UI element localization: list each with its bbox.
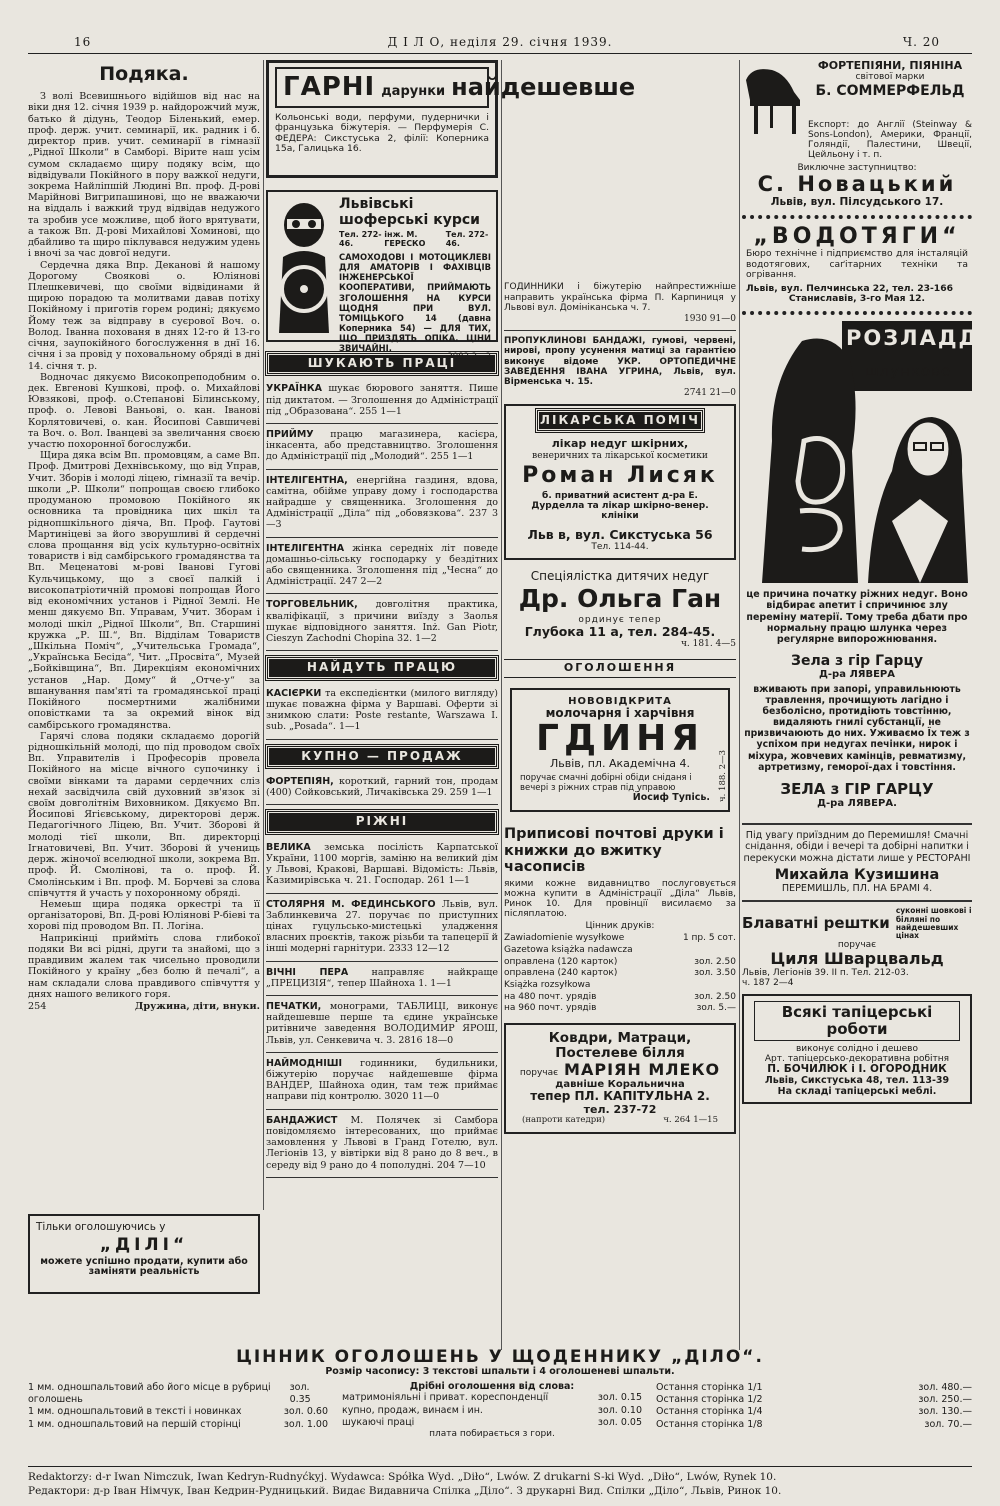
price-value: зол. 480.—: [918, 1381, 972, 1393]
pricing-note: плата побирається з гори.: [429, 1429, 555, 1440]
garni-word: дарунки: [381, 84, 446, 99]
herbs-title: Зела з гір Гарцу: [791, 652, 923, 669]
classified-body: енергійна газдиня, вдова, самітна, обійме управу дому і господарства найрадше у священника. Зголошення до Адміністрації „Діла“ під „обовязкова“. 237 3—3: [266, 474, 498, 531]
classified-divider: [266, 961, 498, 962]
ad-code: 1930 91—0: [684, 313, 736, 324]
price-row: [656, 1394, 972, 1406]
phone-number: Тел. 272-46.: [445, 230, 489, 249]
section-heading-jobs-offered: НАЙДУТЬ ПРАЦЮ: [266, 656, 498, 679]
price-row: [342, 1392, 642, 1404]
piano-line: ФОРТЕПІЯНИ, ПІЯНІНА: [817, 59, 963, 72]
postal-forms-text: якими кожне видавництво послуговується можна купити в Адміністрації „Діла“ Львів, Ринок 10. Для провінції висилаємо за післяплатою.: [504, 878, 736, 920]
upholstery-ad: [742, 994, 972, 1104]
bedding-line: давніше Коральнична: [555, 1079, 685, 1091]
postal-forms-title: Приписові почтові друки і книжки до вжитку часописів: [504, 825, 724, 876]
classified-heading: ВІЧНІ ПЕРА: [266, 966, 349, 978]
plumbing-ad: [742, 215, 972, 315]
dilo-promo-box: [28, 1214, 260, 1294]
classified-body: працю магазинера, касієра, інкасента, або представництво. Зголошення до Адміністрації під „Молодий“. 255 1—1: [266, 429, 498, 463]
watches-ad: [504, 282, 736, 324]
classified-text: [266, 1001, 498, 1046]
classified-ad: [266, 543, 498, 588]
issue-number: Ч. 20: [902, 35, 940, 49]
classified-divider: [266, 469, 498, 470]
herbs-doctor: Д-ра ЛЯВЕРА.: [817, 797, 897, 809]
notices-column: [504, 60, 736, 1410]
imprint-line: Редактори: д-р Іван Німчук, Іван Кедрин-Рудницький. Видає Видавнича Спілка „Діло“. З друкарні Вид. Спілки „Діло“, Львів, Ринок 10.: [28, 1485, 782, 1498]
column-rule: [501, 60, 502, 1350]
price-item: на 960 почт. урядів: [504, 1003, 597, 1014]
stomach-text: це причина початку ріжних недуг. Воно відбирає апетит і спричинює злу переміну матерії. Тому треба дбати про нормальну працю шлунка через регулярне випорожнювання.: [746, 588, 968, 646]
price-item: оправлена (120 карток): [504, 956, 618, 967]
pediatrician-specialty: Спеціялістка дитячих недуг: [530, 568, 710, 583]
gdynia-line: НОВОВІДКРИТА: [568, 695, 672, 707]
obituary-paragraph: Немеьш щира подяка оркестрі та її організаторові, Вп. Д-рові Юліянові Р-біеві та хорові під проводом Вп. П. Логіна.: [28, 899, 260, 933]
upholstery-line: На складі тапіцерські меблі.: [777, 1085, 937, 1097]
price-row: [28, 1419, 328, 1431]
stomach-illustration: [742, 321, 998, 583]
upholstery-owners: П. БОЧИЛЮК і І. ОГОРОДНИК: [767, 1063, 947, 1076]
column-rule: [263, 60, 264, 1210]
obituary-signature-row: [28, 1002, 260, 1013]
price-item: Gazetowa książka nadawcza: [504, 945, 633, 956]
obituary-paragraph: Наприкінці прийміть слова глибокої подяки Ви всі рідні, други та знайомі, що з правдивим жалем так чисельно проводили Покійного у країну „без болю й печалі“, а нам складали слова правдивого співчуття у днях нашого великого горя.: [28, 932, 260, 1000]
obituary-signature: Дружина, діти, внуки.: [134, 1000, 260, 1012]
announcements-heading: ОГОЛОШЕННЯ: [504, 659, 736, 677]
bandage-text: ПРОПУКЛИНОВІ БАНДАЖІ, гумові, червені, нирові, пропу усунення матиці за гарантією виконує відоме УКР. ОРТОПЕДИЧНЕ ЗАВЕДЕННЯ ІВАНА УГРИНА, Львів, вул. Вірменська ч. 15.: [504, 335, 736, 388]
classified-ad: [266, 842, 498, 887]
ad-code: ч. 188. 2—3: [718, 749, 729, 802]
classified-text: [266, 842, 498, 887]
bedding-owner: МАРІЯН МЛЕКО: [564, 1060, 721, 1080]
price-item: 1 мм. одношпальтовий в тексті і новинках: [28, 1406, 242, 1418]
driving-school-title: Львівські шоферські курси: [339, 196, 480, 228]
price-value: зол. 1.00: [283, 1418, 328, 1430]
classified-divider: [266, 1177, 498, 1178]
fabric-sub: суконні шовкові і білляні по найдешевших цінах: [895, 906, 972, 941]
classified-body: годинники, будильники, біжутерію поручає найдешевше фірма ВАНДЕР, Шайноха один, там теж приймає направи під контролю. 3020 11—0: [266, 1057, 498, 1103]
piano-export-text: Експорт: до Англії (Steinway & Sons-London), Америки, Франції, Голяндії, Палестини, Швеції, Цейльону і т. п.: [808, 120, 972, 161]
page-header: [40, 36, 960, 52]
price-value: зол. 0.15: [597, 1392, 642, 1404]
classified-ad: [266, 899, 498, 955]
classified-text: [266, 599, 498, 644]
obituary-column: [28, 60, 260, 1210]
classified-heading: ВЕЛИКА: [266, 841, 311, 853]
classified-text: [266, 899, 498, 955]
classified-ad: [266, 688, 498, 733]
obituary-paragraph: Сердечна дяка Впр. Деканові й нашому Дорогому Своякові о. Юліянові Плешкевичеві, що своїми відвідинами й щирою порадою та молитвами давав потіху Покійному і приготів горем родині; дякуємо Йому теж за відправу в суєрової Воч. о. Волод. Іванна похованя в днях 12-го й 13-го січня, заупокійного богослуження в днї 16. січня і за провід у поховальному обряді в дні 14. січня т. р.: [28, 259, 260, 372]
garni-headline: [275, 67, 636, 108]
price-row: [28, 1382, 328, 1407]
pediatrician-name: Др. Ольга Ган: [518, 584, 722, 614]
obituary-paragraph: Водночас дякуємо Високопреподобним о. дек. Евгенові Кушкові, проф. о. Михайлові Ювзякові, проф. о.Степанові Білинському, проф. о. Левові Ваньові, о. кан. Іванові Корлятовичеві, о. кан. Йосипові Савшичеві та Воч. о. Вол. Іванцеві за звеличання своєю участю похоронної богослужби.: [28, 371, 260, 451]
garni-word: ГАРНІ: [283, 72, 376, 102]
classified-text: [266, 1115, 498, 1171]
price-value: зол. 130.—: [918, 1406, 972, 1418]
classified-heading: СТОЛЯРНЯ М. ФЕДИНСЬКОГО: [266, 898, 436, 910]
piano-address: Львів, вул. Пілсудського 17.: [770, 195, 944, 208]
price-row: [656, 1406, 972, 1418]
piano-icon: [742, 60, 804, 138]
price-item: шукаючі праці: [342, 1416, 415, 1428]
price-row: [342, 1405, 642, 1417]
upholstery-address: Львів, Сикстуська 48, тел. 113-39: [764, 1074, 950, 1086]
classified-divider: [266, 593, 498, 594]
bandage-ad: [504, 336, 736, 398]
ad-code: ч. 187 2—4: [742, 978, 794, 989]
price-row: [504, 945, 736, 957]
classified-heading: ПРИЙМУ: [266, 429, 314, 441]
classified-ad: [266, 475, 498, 531]
masthead-date: Д І Л О, неділя 29. січня 1939.: [387, 35, 613, 49]
pricing-column-left: [28, 1382, 328, 1440]
price-item: оправлена (240 карток): [504, 968, 618, 979]
price-row: [504, 933, 736, 945]
price-item: купно, продаж, винаєм і ин.: [342, 1404, 483, 1416]
classified-text: [266, 1058, 498, 1103]
upholstery-line: Арт. тапіцерсько-декоративна робітня: [764, 1054, 950, 1065]
pricing-column-middle: [342, 1382, 642, 1440]
classified-body: монограми, ТАБЛИЦІ, виконує найдешевше перше та єдине українське ритівниче заведення ВОЛОДИМИР ЯРОШ, Львів, ул. Сенкевича ч. 3. 2816 18—0: [266, 1001, 498, 1046]
ad-code: 3082 2—2: [447, 352, 491, 363]
display-ads-column: [742, 59, 998, 1410]
doctor-address: Льв в, вул. Сикстуська 56: [527, 526, 713, 542]
classified-divider: [266, 1052, 498, 1053]
obituary-paragraph: З волі Всевишнього відійшов від нас на віки дня 12. січня 1939 р. найдорожчий муж, батько й дідунь, Теодор Біленький, емер. проф. держ. учит. семинарії, ик. радник і б. директор прив. учит. семинарії в гімназії „Рідної Школи“ в Самборі. Вірите наш усім сумом складаємо щиру подяку всім, що відвідували Покійного в пору важкої недуги, зокрема Найліпшій Людині Вп. проф. Д-рові Марійнові Вигрипашинові, що не вважаючи на віддаль і важкий труд відвідав недужого та зробив усе можливе, щоб його врятувати, а також Вп. Д-рові Михайлові Хоминові, що дбайливо та щиро піклувався недужим удень і вночі за час довгої недуги.: [28, 91, 260, 260]
ad-code: 2741 21—0: [684, 387, 736, 398]
price-value: зол. 2.50: [694, 991, 736, 1002]
fabric-line: поручає: [837, 940, 877, 951]
classified-heading: КАСІЄРКИ: [266, 687, 322, 699]
plumbing-address: Станиславів, 3-го Мая 12.: [788, 293, 926, 305]
garni-word: найдешевше: [451, 73, 636, 101]
classified-heading: ІНТЕЛІГЕНТНА: [266, 542, 345, 554]
bedding-line: поручає: [519, 1068, 559, 1079]
classified-divider: [266, 893, 498, 894]
classified-body: направляє найкраще „ПРЕЦИЗІЯ“, тепер Шайноха 1. 1—1: [266, 966, 498, 989]
price-value: зол. 5.—: [696, 1003, 736, 1014]
classified-body: М. Полячек зі Самбора повідомляємо інтересованих, що приймає замовлення у Львові в Гранд Готелю, вул. Легіонів 13, у вівтірки від 8 рано до 8 веч., в середу від 9 рано до 4 пополудні. 204 7—10: [266, 1114, 499, 1171]
header-rule: [28, 53, 972, 54]
plumbing-text: Бюро технічне і підприємство для інсталяцій водотягових, саґітарних техніки та огрівання.: [746, 248, 968, 280]
price-value: зол. 3.50: [694, 968, 736, 979]
price-item: на 480 почт. урядів: [504, 991, 597, 1002]
price-row: [28, 1406, 328, 1418]
classified-ad: [266, 1058, 498, 1103]
price-value: зол. 70.—: [924, 1418, 972, 1430]
classified-text: [266, 383, 498, 417]
classified-ad: [266, 429, 498, 463]
obituary-paragraph: Гарячі слова подяки складаємо дорогій рідношкільній молоді, що під проводом своїх Вп. Управителів і Професорів провела Покійного на місце вічного супочинку і своїми вінками та дарами сердечних сліз нехай засвідчила свій духовний зв'язок зі своїм довголітнім Виховником. Дякуємо Вп. Йосипові Ягієвському, директорові держ. Педагогічного Ліцею, Вп. Учит. Зборові й молоді тієї школи, Вп. директорці Ігнатовичеві, Вп. Учит. Зборові й учениць держ. жіночої вселюдної школи, зокрема Вп. проф. Й. Смолінові, та о. проф. Й. Смолінським і Вп. проф. М. Борчеві за слова співчуття й участь у похоронному обряді.: [28, 730, 260, 899]
price-item: Остання сторінка 1/2: [656, 1394, 763, 1405]
gdynia-text: поручає смачні добірні обіди сніданя і вечері з ріжних страв під управою: [520, 773, 692, 793]
price-row: [504, 992, 736, 1004]
classified-list-misc: [266, 842, 498, 1178]
restaurant-address: ПЕРЕМИШЛЬ, ПЛ. НА БРАМІ 4.: [781, 882, 933, 894]
price-item: Książka rozsyłkowa: [504, 980, 591, 991]
gdynia-cafe-ad: [510, 688, 730, 812]
classified-body: та експедієнтки (милого вигляду) шукає поважна фірма у Варшаві. Оферти зі знимкою слати: Poste restante, Warszawa I. sub. „Posada“. 1—1: [266, 687, 498, 733]
classified-ad: [266, 1115, 498, 1171]
classified-ad: [266, 967, 498, 989]
dermatologist-ad: [504, 404, 736, 560]
classified-heading: ПЕЧАТКИ,: [266, 1001, 322, 1013]
column-rule: [739, 60, 740, 1350]
doctor-specialty-detail: венеричних та лікарської косметики: [532, 450, 708, 461]
bedding-line: (напроти катедри): [522, 1115, 606, 1126]
classified-body: шукає бюрового заняття. Пише під диктатом. — Зголошення до Адміністрації під „Образована“. 255 1—1: [266, 383, 498, 417]
pediatrician-note: ординує тепер: [578, 615, 662, 626]
classified-heading: БАНДАЖИСТ: [266, 1114, 338, 1126]
classified-divider: [266, 537, 498, 538]
fabric-ad: [742, 907, 972, 988]
gdynia-address: Львів, пл. Академічна 4.: [549, 756, 691, 770]
classified-ad: [266, 1001, 498, 1046]
garni-text: Кольонські води, перфуми, пудернички і французька біжутерія. — Перфумерія С. ФЕДЕРА: Сикстуська 2, філії: Коперника 15а, Галицька 16.: [275, 112, 489, 154]
classified-body: жінка середніх літ поведе домашньо-сільську господарку у бездітних або священника. Зголошення під „Чесна“ до Адміністрації. 247 2—2: [266, 542, 498, 588]
pediatrician-address: Глубока 11 а, тел. 284-45.: [524, 624, 716, 640]
doctor-specialty: лікар недуг шкірних,: [551, 437, 689, 451]
price-item: Остання сторінка 1/8: [656, 1418, 763, 1430]
piano-brand: Б. СОММЕРФЕЛЬД: [815, 83, 965, 100]
postal-forms-ad: [504, 826, 736, 1015]
classified-ad: [266, 599, 498, 644]
bedding-ad: [504, 1023, 736, 1134]
driving-school-contacts: [339, 231, 491, 249]
price-value: зол. 0.35: [289, 1381, 311, 1405]
plumbing-address: Львів, вул. Пелчинська 22, тел. 23-166: [746, 283, 953, 295]
classified-divider: [266, 804, 498, 805]
classified-body: довголітня практика, кваліфікації, з причини виїзду з Заолья шукає відповідного заняття. Inż. Gan Piotr, Cieszyn Zachodni Chopina 32. 1—2: [266, 599, 498, 645]
price-item: Остання сторінка 1/4: [656, 1406, 763, 1418]
watches-text: ГОДИННИКИ і біжутерію найпрестижніше направить українська фірма П. Карпиниця у Львові вул. Домініканська ч. 7.: [504, 282, 736, 314]
classified-text: [266, 688, 498, 733]
fabric-owner: Циля Шварцвальд: [770, 949, 944, 969]
section-heading-buy-sell: КУПНО — ПРОДАЖ: [266, 745, 498, 768]
pricing-middle-title: Дрібні оголошення від слова:: [409, 1380, 575, 1392]
classified-text: [266, 475, 498, 531]
classified-text: [266, 429, 498, 463]
price-value: зол. 2.50: [694, 956, 736, 967]
classified-text: [266, 776, 498, 798]
ad-pricing-table: [28, 1347, 972, 1456]
imprint-line: Redaktorzy: d-r Iwan Nimczuk, Iwan Kedryn-Rudnyćkyj. Wydawca: Spółka Wyd. „Diło“, Lwów. Z drukarni S-ki Wyd. „Diło“, Lwów, Rynek 10.: [28, 1471, 777, 1483]
classified-divider: [266, 1109, 498, 1110]
bedding-title: Ковдри, Матраци, Постелеве білля: [548, 1030, 692, 1062]
price-row: [656, 1419, 972, 1431]
obituary-paragraph: Щира дяка всім Вп. промовцям, а саме Вп. Проф. Дмитрові Дехнівському, що від Управ, Учит. Зборів і молоді ліцею, гімназії та вечір. школи „Р. Школи“ попрощав своєю глибоко продуманою промовою Покійного як основника та провідника цих шкіл та ріднопшкільного діяча, Вп. Проф. Гаутові Мартиніцеві за його зворушливі й сердечні слова прощання від усіх культурно-освітніх товариств і від самбірського громадянства та Вп. Меценатові м-рові Іванові Гугові Кульчицькому, що з своєї палкій і високопатріотичній промові попрощав Його від економічних установ і Рідної Землі. Не менш дякуємо Вп. Управам, Учит. Зборам і молоді шкіл „Рідної Школи“, Вп. Старшині кружка „Р. Ш.“, Вп. Відділам Товариств „Шкільна Поміч“, „Учительська Громада“, „Українська Бесіда“, Чит. „Просвіта“, Музей „Бойківщина“, Вп. Дирекціям економічних установ „Нар. Дому“ й „Отче-у“ за вшанування пам'яті та громадянської праці Покійного посмертними жалібними оповістками та за окремий вінок від самбірського громадянства.: [28, 450, 260, 731]
classified-text: [266, 967, 498, 989]
classified-body: земська посілість Карпатської України, 1100 моргів, заміню на великий дім у Львові, Кракові, Варшаві. Відомість: Львів, Казимирівська ч. 21. Господар. 261 1—1: [266, 841, 498, 887]
ad-code: 254: [28, 1000, 47, 1012]
classified-list-seeking-work: [266, 383, 498, 651]
price-row: [504, 968, 736, 980]
classified-ad: [266, 776, 498, 798]
herbs-title: ЗЕЛА з ГІР ГАРЦУ: [780, 779, 934, 798]
price-value: зол. 250.—: [918, 1394, 972, 1405]
price-item: Остання сторінка 1/1: [656, 1381, 763, 1393]
classified-body: короткий, гарний тон, продам (400) Сойковський, Личаківська 29. 259 1—1: [266, 775, 498, 799]
price-row: [504, 1003, 736, 1015]
section-heading-misc: РІЖНІ: [266, 810, 498, 833]
classified-heading: УКРАЇНКА: [266, 383, 323, 395]
doctor-name: Роман Лисяк: [522, 462, 718, 488]
stomach-ad-illustration: [742, 321, 998, 583]
doctor-credentials: б. приватний асистент д-ра Е. Дурделла та лікар шкірно-венер. клініки: [531, 491, 709, 522]
engineer-name: інж. М. ГЕРЕСКО: [384, 230, 426, 249]
price-value: 1 пр. 5 сот.: [682, 933, 736, 944]
price-item: 1 мм. одношпальтовий або його місце в рубриці оголошень: [28, 1381, 271, 1405]
phone-number: Тел. 272-46.: [339, 230, 382, 249]
gdynia-line: молочарня і харчівня: [545, 705, 695, 720]
price-row: [504, 980, 736, 992]
classified-heading: ФОРТЕПІЯН,: [266, 775, 334, 787]
upholstery-title: Всякі тапіцерські роботи: [754, 1001, 960, 1041]
classified-divider: [266, 423, 498, 424]
price-value: зол. 0.10: [597, 1404, 642, 1416]
price-item: 1 мм. одношпальтовий на першій сторінці: [28, 1418, 241, 1430]
classified-heading: ІНТЕЛІГЕНТНА,: [266, 474, 348, 486]
piano-line: Виключне заступництво:: [797, 163, 917, 174]
gdynia-name: ГДИНЯ: [536, 718, 704, 760]
price-value: зол. 0.60: [283, 1406, 328, 1418]
classified-divider: [266, 995, 498, 996]
price-row: [656, 1382, 972, 1394]
postal-forms-price-title: Цінник друків:: [585, 921, 655, 932]
doctor-phone: Тел. 114-44.: [591, 541, 649, 552]
section-heading-seeking-work: ШУКАЮТЬ ПРАЦІ: [266, 352, 498, 375]
classified-divider: [266, 650, 498, 651]
fabric-headline: Блаватні рештки: [742, 914, 890, 933]
pediatrician-ad: [504, 570, 736, 650]
promo-line: Тільки оголошуючись у: [36, 1221, 166, 1233]
piano-line: світової марки: [855, 72, 925, 83]
postal-forms-price-list: [504, 933, 736, 1015]
stomach-headline: РОЗЛАДДЯ: [846, 325, 998, 350]
piano-representative: С. Новацький: [757, 172, 957, 197]
restaurant-owner: Михайла Кузишина: [774, 867, 940, 884]
bedding-address: тепер ПЛ. КАПІТУЛЬНА 2.: [530, 1089, 710, 1104]
price-item: Zawiadomienie wysyłkowe: [504, 933, 625, 944]
imprint-footer: [28, 1466, 972, 1498]
classified-divider: [266, 739, 498, 740]
price-value: зол. 0.05: [597, 1416, 642, 1428]
driver-illustration: [273, 197, 335, 333]
stomach-subheadline: шлункове: [864, 361, 952, 380]
ad-code: ч. 264 1—15: [663, 1115, 718, 1126]
price-row: [504, 957, 736, 969]
classified-list-jobs-offered: [266, 688, 498, 740]
classified-ad: [266, 383, 498, 417]
classified-list-buy-sell: [266, 776, 498, 805]
bedding-phone: тел. 237-72: [583, 1102, 657, 1116]
plumbing-name: „ВОДОТЯГИ“: [753, 223, 961, 249]
gdynia-owner: Йосиф Тупісь.: [632, 792, 710, 804]
restaurant-text: Під увагу приїздним до Перемишля! Смачні снідання, обіди і вечері та добірні напитки і перекуски можна дістати лише у РЕСТОРАНІ: [743, 829, 971, 864]
obituary-title: Подяка.: [99, 63, 189, 85]
herbs-text: вживають при запорі, управильнюють травлення, прочищують лагідно і безболісно, протидіють товстінню, видаляють гнилі субстанції, не призвичаюють до них. Уживаємо Їх теж з успіхом при недугах печінки, нирок і міхура, жовчевих камінців, ревматизму, артретизму, геморої-дах і товстіння.: [744, 683, 970, 773]
restaurant-ad: [742, 830, 972, 894]
page-number: 16: [74, 35, 92, 49]
upholstery-line: виконує солідно і дешево: [796, 1044, 918, 1055]
classified-body: Львів, вул. Заблинкевича 27. поручає по приступних цінах гуцульсько-мистецькі уладження власних проєктів, також різьби та тапецерії й інші модерні гарнітури. 2333 12—12: [266, 898, 498, 955]
ad-code: ч. 181. 4—5: [680, 639, 736, 650]
promo-line: можете успішно продати, купити або заміняти реальність: [40, 1255, 248, 1278]
promo-dilo: „ДІЛІ“: [99, 1234, 189, 1255]
price-row: [342, 1417, 642, 1429]
classified-text: [266, 543, 498, 588]
herbs-doctor: Д-ра ЛЯВЕРА: [819, 669, 895, 681]
classified-heading: НАЙМОДНІШІ: [266, 1057, 342, 1069]
price-item: матримоніяльні і приват. кореспонденції: [342, 1392, 549, 1404]
pricing-column-right: [656, 1382, 972, 1440]
driving-school-text: САМОХОДОВІ І МОТОЦИКЛЕВІ ДЛЯ АМАТОРІВ І ФАХІВЦІВ ІНЖЕНЕРСЬКОЇ КООПЕРАТИВИ, ПРИЙМАЮТЬ ЗГОЛОШЕННЯ НА КУРСИ ЩОДНЯ ПРИ ВУЛ. ТОМІЦЬКОГО 14 (давна Коперника 54) — ДЛЯ ТИХ, ЩО ПРИЗДЯТЬ ОПІКА. ЦІНИ ЗВИЧАЙНІ.: [339, 252, 491, 353]
fabric-address: Львів, Легіонів 39. II п. Тел. 212-03.: [742, 968, 909, 979]
classified-heading: ТОРГОВЕЛЬНИК,: [266, 599, 358, 611]
pricing-title: ЦІННИК ОГОЛОШЕНЬ У ЩОДЕННИКУ „ДІЛО“.: [236, 1347, 764, 1367]
pricing-subtitle: Розмір часопису: 3 текстові шпальти і 4 оголошеневі шпальти.: [325, 1366, 675, 1378]
garni-ad: [266, 60, 636, 178]
medical-help-bar: ЛІКАРСЬКА ПОМІЧ: [536, 409, 704, 432]
